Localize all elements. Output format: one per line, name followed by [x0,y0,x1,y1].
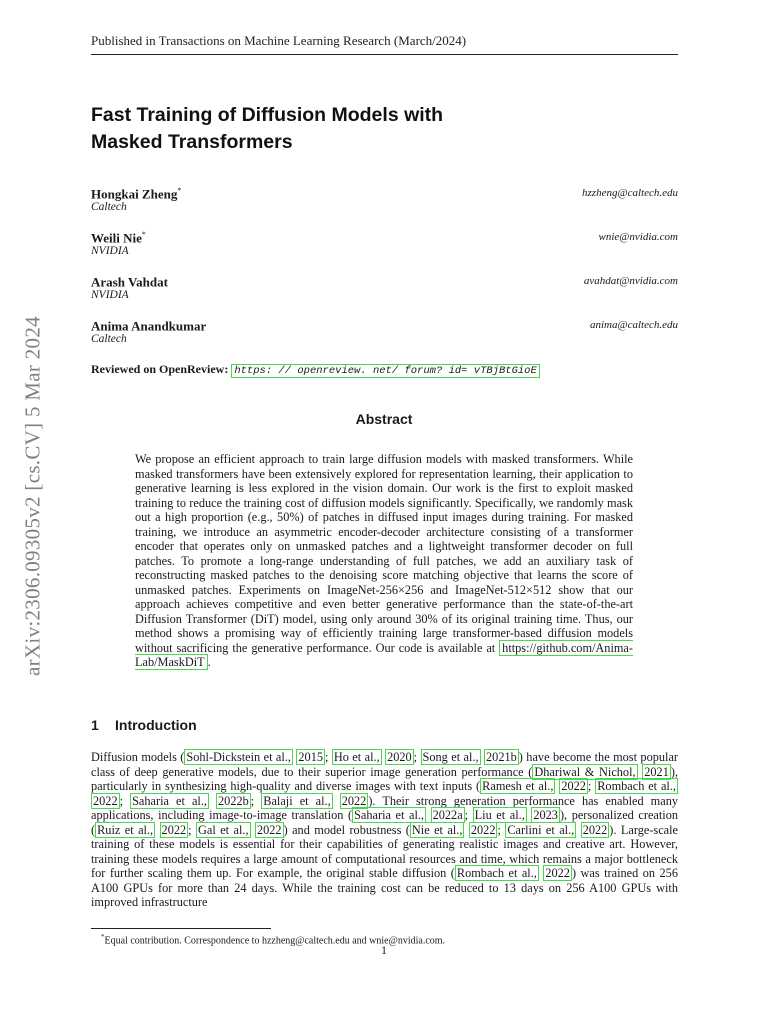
footnote-rule [91,928,271,929]
author-block [91,274,678,306]
citation-link[interactable]: Sohl-Dickstein et al., [186,750,291,764]
paper-title [91,102,561,156]
intro-text [426,808,431,822]
author-name: Arash Vahdat [91,274,168,290]
intro-text: ). Large-scale training of these models is essential for their capabilities of generating realistic images and creative art. However, training these models requires a large amount of computational resources and time, which remains a major bottleneck for further scaling them up. For example, the original stable diffusion ( [91,822,679,880]
author-affiliation: NVIDIA [91,289,129,301]
header-rule [91,54,678,55]
citation-link[interactable]: 2022 [341,793,367,808]
citation-link[interactable]: Ho et al., [333,750,380,764]
author-name: Anima Anandkumar [91,318,207,334]
author-affiliation: Caltech [91,333,127,345]
citation-link[interactable]: 2022 [93,793,118,808]
code-link[interactable]: https://github.com/Anima-Lab/MaskDiT [135,640,633,669]
citation-link[interactable]: 2021b [486,750,517,764]
citation-link[interactable]: Dhariwal & Nichol, [534,764,636,779]
citation-link[interactable]: 2022 [470,822,496,837]
citation-link[interactable]: Ramesh et al., [482,779,554,793]
author-name: Weili Nie* [91,230,146,246]
openreview-link[interactable]: https: // openreview. net/ forum? id= vTBjBtGioE [231,364,539,378]
citation-link[interactable]: Saharia et al., [132,793,207,808]
citation-link[interactable]: Saharia et al., [354,808,425,822]
intro-text: ; [497,822,506,837]
intro-text: ; [413,750,421,764]
intro-text: ) have become the most popular class of deep generative models, due to their superior image generation performance ( [91,750,678,779]
author-email[interactable]: avahdat@nvidia.com [583,275,678,287]
author-block [91,318,678,350]
intro-text: ; [587,779,596,793]
citation-link[interactable]: 2022a [432,808,463,822]
intro-text [209,794,216,808]
intro-text: Diffusion models ( [91,750,185,764]
section-number: 1 [91,717,99,733]
author-email[interactable]: anima@caltech.edu [589,319,678,331]
intro-text: ; [188,822,196,837]
citation-link[interactable]: Ruiz et al., [97,822,154,837]
openreview-line [91,362,540,377]
citation-link[interactable]: Song et al., [422,750,479,764]
citation-link[interactable]: 2022b [218,793,249,808]
citation-link[interactable]: Liu et al., [474,808,525,822]
section-title: Introduction [115,717,197,733]
citation-link[interactable]: 2020 [387,750,412,764]
intro-text: ). Their strong generation performance has enabled many applications, including image-to-image translation ( [91,793,679,822]
abstract-body: We propose an efficient approach to train large diffusion models with masked transformers. While masked transformers have been extensively explored for representation learning, their application to generative learning is less explored in the vision domain. Our work is the first to exploit masked training to reduce the training cost of diffusion models significantly. Specifically, we randomly mask out a high proportion (e.g., 50%) of patches in diffused input images during training. For masked training, we introduce an asymmetric encoder-decoder architecture consisting of a transformer encoder that operates only on unmasked patches and a lightweight transformer decoder on full patches. To promote a long-range understanding of full patches, we add an auxiliary task of reconstructing masked patches to the denoising score matching objective that learns the score of unmasked patches. Experiments on ImageNet-256×256 and ImageNet-512×512 show that our approach achieves competitive and even better generative performance than the state-of-the-art Diffusion Transformer (DiT) model, using only around 30% of its original training time. Thus, our method shows a promising way of efficiently training large transformer-based diffusion models without sacrificing the generative performance. Our code is available at https://github.com/Anima-Lab/MaskDiT . [135,452,633,669]
citation-link[interactable]: 2022 [545,866,570,880]
citation-link[interactable]: Nie et al., [411,822,463,837]
citation-link[interactable]: Rombach et al., [456,866,537,880]
intro-text: ; [324,750,332,764]
intro-text: ; [250,793,262,808]
intro-text: ), particularly in synthesizing high-quality and diverse images with text inputs ( [91,764,679,793]
intro-text [333,794,340,808]
footnote: *Equal contribution. Correspondence to hzzheng@caltech.edu and wnie@nvidia.com. [101,933,446,947]
citation-link[interactable]: 2022 [161,822,187,837]
author-block [91,186,678,218]
section-heading [91,717,197,733]
title-line-1: Fast Training of Diffusion Models with [91,104,444,126]
openreview-label: Reviewed on OpenReview: [91,362,229,376]
author-name: Hongkai Zheng* [91,186,182,202]
title-line-2: Masked Transformers [91,131,293,153]
intro-paragraph [91,750,678,910]
page-number: 1 [381,943,387,957]
intro-text: ; [464,808,473,822]
intro-text: ), personalized creation ( [91,808,679,837]
citation-link[interactable]: 2022 [256,822,282,837]
intro-text: ) was trained on 256 A100 GPUs for more than 24 days. While the training cost can be reduced to 13 days on 256 A100 GPUs with improved infrastructure [91,866,678,909]
citation-link[interactable]: Carlini et al., [507,822,575,837]
abstract-heading: Abstract [355,411,413,427]
citation-link[interactable]: 2015 [298,750,323,764]
intro-text [155,823,159,837]
intro-text: ; [119,793,131,808]
author-block [91,230,678,262]
arxiv-stamp-text: arXiv:2306.09305v2 [cs.CV] 5 Mar 2024 [20,316,45,676]
citation-link[interactable]: 2023 [533,808,558,822]
citation-link[interactable]: 2022 [561,779,586,793]
citation-link[interactable]: Balaji et al., [263,793,331,808]
author-email[interactable]: hzzheng@caltech.edu [582,187,678,199]
citation-link[interactable]: Rombach et al., [597,779,676,793]
intro-text: ) and model robustness ( [283,822,410,837]
running-header: Published in Transactions on Machine Learning Research (March/2024) [91,33,467,48]
citation-link[interactable]: 2022 [582,822,608,837]
author-affiliation: Caltech [91,201,127,213]
author-email[interactable]: wnie@nvidia.com [598,231,678,243]
citation-link[interactable]: 2021 [644,764,669,779]
author-affiliation: NVIDIA [91,245,129,257]
citation-link[interactable]: Gal et al., [198,822,249,837]
